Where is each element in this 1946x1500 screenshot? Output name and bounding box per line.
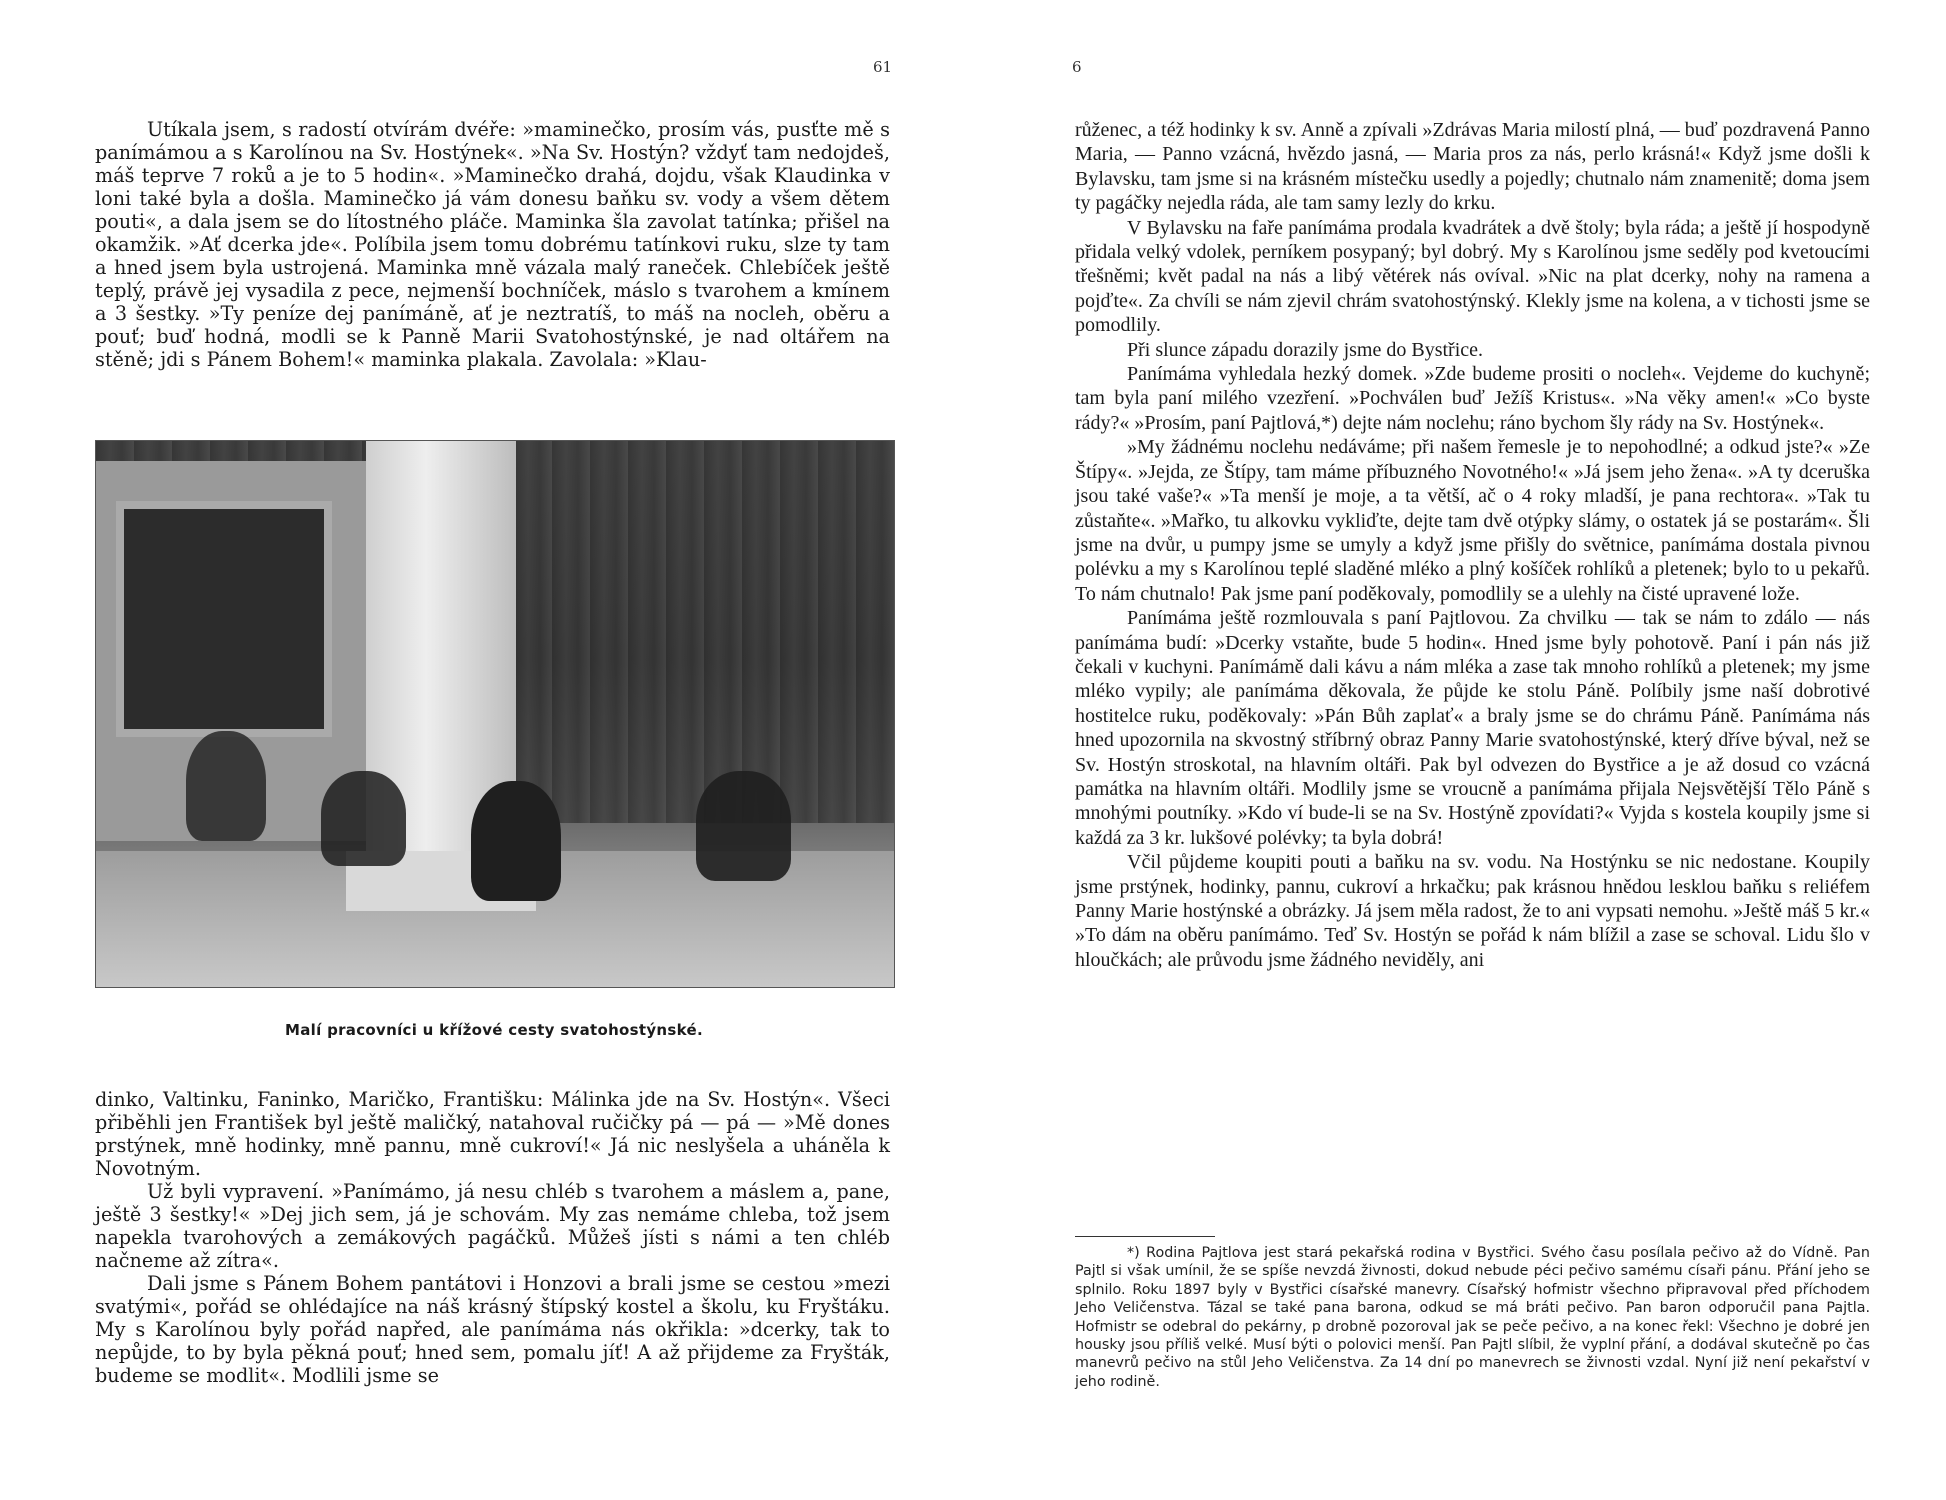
paragraph: růženec, a též hodinky k sv. Anně a zpívali »Zdrávas Maria milostí plná, — buď pozdravená Panno Maria, — Panno vzácná, hvězdo jasná, — Maria pros za nás, perlo krásná!« Když jsme došli k Bylavsku, tam jsme si na krásném místečku usedly a pojedly; chutnalo nám znamenitě; doma jsem ty pagáčky nejedla ráda, ale tam samy lezly do krku.	[1075, 119, 1870, 215]
paragraph: Panímáma ještě rozmlouvala s paní Pajtlovou. Za chvilku — tak se nám to zdálo — nás panímáma budí: »Dcerky vstaňte, bude 5 hodin«. Hned jsme byly pohotově. Paní i pán nás již čekali v kuchyni. Panímámě dali kávu a nám mléka a zase tak mnoho rohlíků a pletenek; my jsme mléko vypily; ale panímáma děkovala, že půjde ke stolu Páně. Políbily jsme naší dobrotivé hostitelce ruku, poděkovaly: »Pán Bůh zaplať« a braly jsme se do chrámu Páně. Panímáma nás hned upozornila na skvostný stříbrný obraz Panny Marie svatohostýnské, který dříve býval, než se Sv. Hostýn stroskotal, na hlavním oltáři. Pak byl odvezen do Bystřice a je až dosud co vzácná památka na hlavním oltáři. Modlily jsme se vroucně a panímáma přijala Nejsvětější Tělo Páně s mnohými poutníky. »Kdo ví bude-li se na Sv. Hostýně zpovídati?« Vyjda s kostela koupily jsme si každá za 3 kr. lukšové polévky; ta byla dobrá!	[1075, 607, 1870, 849]
paragraph: Už byli vypravení. »Panímámo, já nesu chléb s tvarohem a máslem a, pane, ještě 3 šestky!« »Dej jich sem, já je schovám. My zas nemáme chleba, tož jsem napekla tvarohových a zemákových pagáčků. Můžeš jísti s námi a ten chléb načneme až zítra«.	[95, 1180, 890, 1272]
footnote: *) Rodina Pajtlova jest stará pekařská rodina v Bystřici. Svého času posílala pečivo až do Vídně. Pan Pajtl si však umínil, že se spíše nevzdá živnosti, dokud nebude péci pečivo samému císaři pánu. Přání jeho se splnilo. Roku 1897 byly v Bystřici císařské manevry. Císařský hofmistr všechno připravoval před příchodem Jeho Veličenstva. Tázal se také pana barona, odkud se má bráti pečivo. Pan baron odporučil pana Pajtla. Hofmistr se odebral do pekárny, p drobně pozoroval jak se peče pečivo, a na konec řekl: Všechno je dobré jen housky jsou příliš velké. Musí býti o polovici menší. Pan Pajtl slíbil, že vyplní přání, a dodával skutečně po čas manevrů pečivo na stůl Jeho Veličenstva. Za 14 dní po manevrech se živnosti vzdal. Nyní již není pekařství v jeho rodině.	[1075, 1245, 1870, 1390]
left-page-number: 61	[873, 58, 893, 76]
photo-caption: Malí pracovníci u křížové cesty svatohostýnské.	[285, 1021, 703, 1039]
right-text	[1075, 118, 1870, 972]
paragraph: »My žádnému noclehu nedáváme; při našem řemesle je to nepohodlné; a odkud jste?« »Ze Štípy«. »Jejda, ze Štípy, tam máme příbuzného Novotného!« »Já jsem jeho žena«. »A ty dceruška jsou také vaše?« »Ta menší je moje, a ta větší, ač o 4 roky mladší, je pana rechtora«. »Tak tu zůstaňte«. »Mařko, tu alkovku vykliďte, dejte tam dvě otýpky slámy, o ostatek já se postarám«. Šli jsme na dvůr, u pumpy jsme se umyly a když jsme přišly do světnice, panímáma dostala pivnou polévku a my s Karolínou teplé sladěné mléko a plný košíček rohlíků a pletenek; bylo to u pekařů. To nám chutnalo! Pak jsme paní poděkovaly, pomodlily se a ulehly na čisté upravené lože.	[1075, 436, 1870, 605]
paragraph: dinko, Valtinku, Faninko, Maričko, Františku: Málinka jde na Sv. Hostýn«. Všeci přiběhli jen František byl ještě maličký, natahoval ručičky pá — pá — »Mě dones prstýnek, mně hodinky, mně pannu, mně cukroví!« Já nic neslyšela a uháněla k Novotným.	[95, 1088, 890, 1180]
right-page-number: 6	[1072, 58, 1082, 76]
paragraph: Utíkala jsem, s radostí otvírám dvéře: »maminečko, prosím vás, pusťte mě s panímámou a s Karolínou na Sv. Hostýnek«. »Na Sv. Hostýn? vždyť tam nedojdeš, máš teprve 7 roků a je to 5 hodin«. »Maminečko drahá, dojdu, však Klaudinka v loni také byla a došla. Maminečko já vám donesu baňku sv. vody a všem dětem pouti«, a dala jsem se do lítostného pláče. Maminka šla zavolat tatínka; přišel na okamžik. »Ať dcerka jde«. Políbila jsem tomu dobrému tatínkovi ruku, slze ty tam a hned jsem byla ustrojená. Maminka mně vázala malý raneček. Chlebíček ještě teplý, právě jej vysadila z pece, nejmenší bochníček, máslo s tvarohem a kmínem a 3 šestky. »Ty peníze dej panímáně, ať je neztratíš, to máš na nocleh, oběru a pouť; buď hodná, modli se k Panně Marii Svatohostýnské, je nad oltářem na stěně; jdi s Pánem Bohem!« maminka plakala. Zavolala: »Klau-	[95, 118, 890, 371]
paragraph: V Bylavsku na faře panímáma prodala kvadrátek a dvě štoly; byla ráda; a ještě jí hospodyně přidala velký vdolek, perníkem posypaný; byl dobrý. My s Karolínou jsme seděly pod kvetoucími třešněmi; květ padal na nás a libý větérek nás ovíval. »Nic na plat dcerky, nohy na ramena a pojďte«. Za chvíli se nám zjevil chrám svatohostýnský. Klekly jsme na kolena, a v tichosti jsme se pomodlily.	[1075, 216, 1870, 337]
paragraph: Při slunce západu dorazily jsme do Bystřice.	[1127, 338, 1484, 361]
left-text-bottom	[95, 1088, 890, 1387]
footnote-rule	[1075, 1236, 1215, 1237]
paragraph: Dali jsme s Pánem Bohem pantátovi i Honzovi a brali jsme se cestou »mezi svatými«, pořád se ohlédajíce na náš krásný štípský kostel a školu, ku Fryštáku. My s Karolínou byly pořád napřed, ale panímáma nás okřikla: »dcerky, tak to nepůjde, to by byla pěkná pouť; hned sem, pomalu jíť! A až přijdeme za Fryšták, budeme se modlit«. Modlili jsme se	[95, 1272, 890, 1387]
paragraph: Včil půjdeme koupiti pouti a baňku na sv. vodu. Na Hostýnku se nic nedostane. Koupily jsme prstýnek, hodinky, pannu, cukroví a hrkačku; pak krásnou hnědou lesklou baňku s reliéfem Panny Marie hostýnské a obrázky. Já jsem měla radost, že to ani vypsati nemohu. »Ještě máš 5 kr.« »To dám na oběru panímámo. Teď Sv. Hostýn se pořád k nám blížil a zase se schoval. Lidu šlo v hloučkách; ale průvodu jsme žádného neviděly, ani	[1075, 851, 1870, 971]
left-text-top	[95, 118, 890, 371]
photograph	[95, 440, 895, 988]
paragraph: Panímáma vyhledala hezký domek. »Zde budeme prositi o nocleh«. Vejdeme do kuchyně; tam byla paní milého vzezření. »Pochválen buď Ježíš Kristus«. »Na věky amen!« »Co byste rády?« »Prosím, paní Pajtlová,*) dejte nám noclehu; ráno bychom šly rády na Sv. Hostýnek«.	[1075, 363, 1870, 434]
